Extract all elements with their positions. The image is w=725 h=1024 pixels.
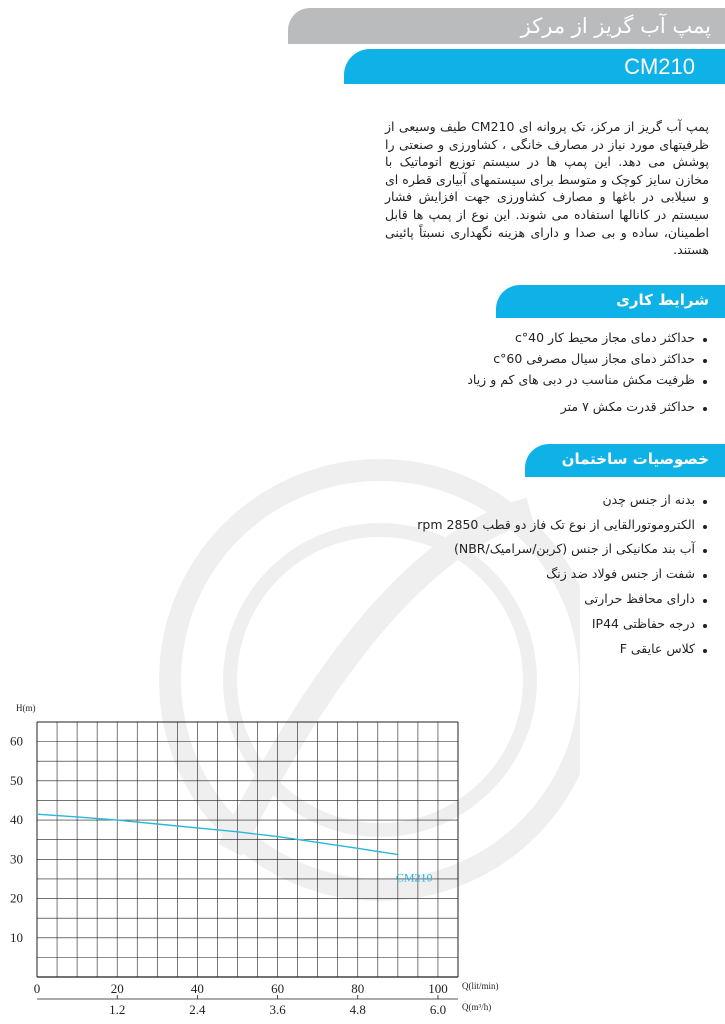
- construction-header: [525, 444, 725, 486]
- list-item: حداکثر دمای مجاز محیط کار 40°c: [467, 330, 707, 345]
- x-tick-label: 60: [271, 981, 285, 996]
- x2-axis-label: Q(m³/h): [462, 1002, 492, 1012]
- list-item: الکتروموتورالقایی از نوع تک فاز دو قطب 2850 rpm: [417, 517, 707, 532]
- model-title: CM210: [624, 54, 695, 79]
- performance-chart: [0, 694, 725, 1024]
- list-item: حداکثر دمای مجاز سیال مصرفی 60°c: [467, 351, 707, 366]
- x2-tick-label: 6.0: [429, 1002, 447, 1017]
- y-tick-label: 60: [10, 733, 23, 749]
- chart-series: [37, 814, 433, 884]
- x-tick-label: 80: [351, 981, 365, 996]
- list-item: درجه حفاظتی IP44: [417, 616, 707, 631]
- list-item: ظرفیت مکش مناسب در دبی های کم و زیاد: [467, 372, 707, 387]
- list-item: دارای محافظ حرارتی: [417, 591, 707, 606]
- construction-list: [417, 492, 707, 656]
- x-tick-label: 0: [33, 981, 41, 996]
- working-conditions-list: [467, 330, 707, 414]
- construction-title: خصوصیات ساختمان پمپ: [561, 450, 709, 486]
- y-tick-label: 30: [10, 851, 23, 867]
- model-header: [344, 49, 725, 84]
- list-item: شفت از جنس فولاد ضد زنگ: [417, 566, 707, 581]
- category-header: [288, 8, 725, 44]
- x2-tick-label: 1.2: [109, 1002, 126, 1017]
- list-item: بدنه از جنس چدن: [417, 492, 707, 507]
- product-description: پمپ آب گریز از مرکز، تک پروانه ای CM210 طیف وسیعی از ظرفیتهای مورد نیاز در مصارف خانگی ، کشاورزی و صنعتی را پوشش می دهد. این پمپ ها در سیستم توزیع اتوماتیک با مخازن سایز کوچک و متوسط برای سیستمهای آبیاری قطره ای و سیلابی در باغها و مصارف کشاورزی جهت افزایش فشار سیستم در کانالها استفاده می شوند. این نوع از پمپ ها قابل اطمینان، ساده و بی صدا و دارای هزینه نگهداری نسبتاً پائینی هستند.: [385, 119, 709, 258]
- x-axis-label: Q(lit/min): [462, 981, 499, 991]
- x2-tick-label: 4.8: [349, 1002, 366, 1017]
- chart-ticks: [10, 734, 448, 1017]
- list-item: کلاس عایقی F: [417, 641, 707, 656]
- y-tick-label: 10: [10, 929, 23, 945]
- x2-tick-label: 2.4: [189, 1002, 206, 1017]
- y-axis-label: H(m): [16, 703, 36, 713]
- chart-grid: [37, 722, 458, 999]
- working-conditions-header: [496, 285, 725, 318]
- list-item: آب بند مکانیکی از جنس (کربن/سرامیک/NBR): [417, 541, 707, 556]
- x-tick-label: 20: [110, 981, 124, 996]
- category-title: پمپ آب گریز از مرکز: [520, 14, 711, 38]
- y-tick-label: 50: [10, 772, 23, 788]
- series-label: CM210: [395, 870, 433, 885]
- y-tick-label: 40: [10, 812, 23, 828]
- working-conditions-title: شرایط کاری: [616, 291, 709, 309]
- list-item: حداکثر قدرت مکش ۷ متر: [467, 399, 707, 414]
- x-tick-label: 100: [428, 981, 448, 996]
- x-tick-label: 40: [190, 981, 204, 996]
- x2-tick-label: 3.6: [269, 1002, 286, 1017]
- y-tick-label: 20: [10, 890, 23, 906]
